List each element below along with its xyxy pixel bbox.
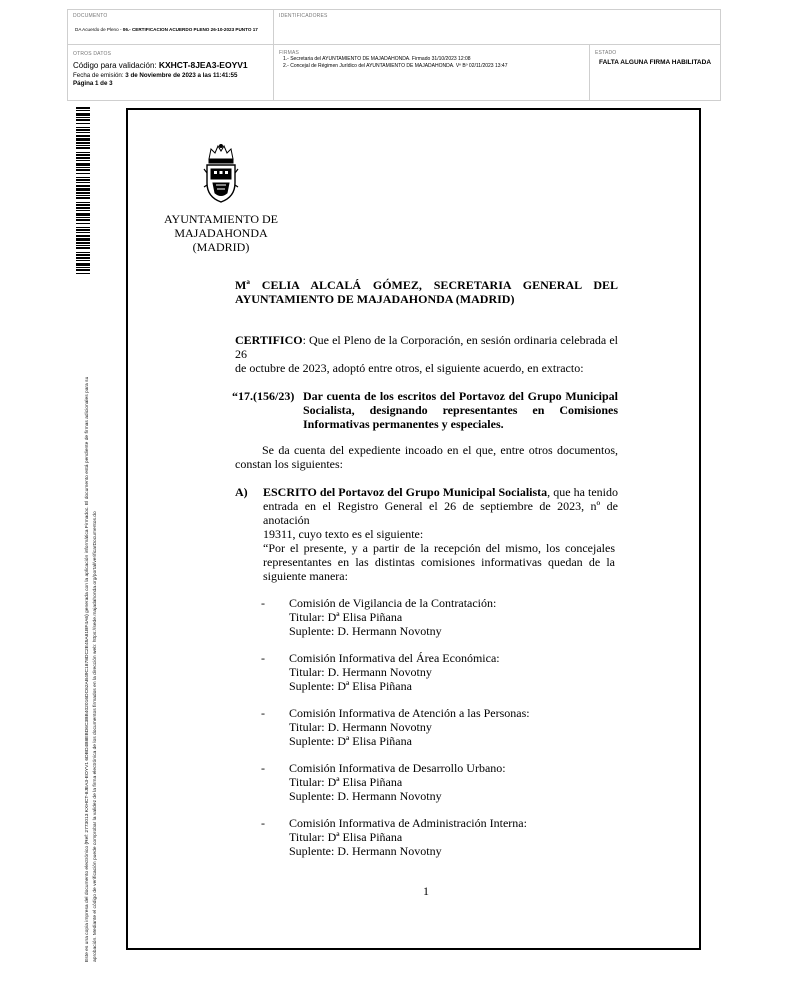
commission-titular: Titular: Dª Elisa Piñana	[289, 775, 403, 789]
organization-name	[160, 212, 282, 254]
commission-suplente: Suplente: D. Hermann Novotny	[289, 624, 442, 638]
agenda-item-number: “17.(156/23)	[232, 389, 295, 403]
org-line: MAJADAHONDA	[174, 226, 268, 240]
page-number: 1	[423, 884, 429, 898]
commission-titular: Titular: Dª Elisa Piñana	[289, 830, 403, 844]
commission-titular: Titular: D. Hermann Novotny	[289, 665, 432, 679]
emission-date-line: Fecha de emisión: 3 de Noviembre de 2023 a las 11:41:55	[73, 72, 238, 79]
estado-label: ESTADO	[595, 50, 617, 56]
agenda-item-title	[303, 389, 618, 431]
otros-datos-cell	[68, 45, 274, 100]
quote-line: siguiente manera:	[263, 569, 348, 583]
agenda-item-line: Informativas permanentes y especiales.	[303, 417, 504, 431]
org-line: AYUNTAMIENTO DE	[163, 212, 279, 226]
list-dash: -	[261, 651, 265, 665]
commission-suplente: Suplente: D. Hermann Novotny	[289, 844, 442, 858]
quote-line: representantes en las distintas comisiones informativas quedan de la	[263, 555, 615, 569]
list-dash: -	[261, 761, 265, 775]
page-indicator: Página 1 de 3	[73, 80, 113, 87]
dar-cuenta-line: Se da cuenta del expediente incoado en el que, entre otros documentos,	[262, 443, 618, 457]
estado-cell	[590, 45, 720, 100]
side-text-line: Este es una copia impresa del documento electrónico (Ref: 2773013 KXHCT-8JEA3-EOYV1 6DBD4B8EBD6C3BB402016DC62AB49C1878DC2E45A81BF4A6) generada con la aplicación informática Firmadoc. El documento está pendiente de firmas adicionales para su	[85, 376, 90, 962]
barcode	[76, 107, 90, 277]
firmas-label: FIRMAS	[279, 50, 300, 56]
heading-line: Mª CELIA ALCALÁ GÓMEZ, SECRETARIA GENERAL DEL	[235, 278, 618, 292]
escrito-label: ESCRITO del Portavoz del Grupo Municipal Socialista	[263, 485, 548, 499]
commission-item	[289, 651, 619, 693]
commission-item	[289, 816, 619, 858]
dar-cuenta-paragraph	[235, 443, 618, 471]
commission-name: Comisión Informativa de Administración Interna:	[289, 816, 527, 830]
coat-of-arms-icon	[203, 143, 239, 205]
commission-suplente: Suplente: D. Hermann Novotny	[289, 789, 442, 803]
escrito-line: 19311, cuyo texto es el siguiente:	[263, 527, 424, 541]
escrito-line: entrada en el Registro General el 26 de septiembre de 2023, nº de anotación	[263, 499, 618, 527]
estado-value: FALTA ALGUNA FIRMA HABILITADA	[598, 59, 712, 66]
documento-title: DA Acuerdo de Pleno - 06.- CERTIFICACION ACUERDO PLENO 26-10-2023 PUNTO 17	[75, 27, 258, 32]
emission-date: 3 de Noviembre de 2023 a las 11:41:55	[125, 72, 238, 79]
heading-line: AYUNTAMIENTO DE MAJADAHONDA (MADRID)	[235, 292, 515, 306]
certifico-label: CERTIFICO	[235, 333, 303, 347]
firma-item: 1.- Secretaria del AYUNTAMIENTO DE MAJADAHONDA. Firmado 31/10/2023 12:08	[283, 56, 471, 62]
firma-item: 2.- Concejal de Régimen Jurídico del AYUNTAMIENTO DE MAJADAHONDA. Vº Bº 02/11/2023 13:47	[283, 63, 508, 69]
quoted-text	[263, 541, 615, 583]
agenda-item-line: Dar cuenta de los escritos del Portavoz del Grupo Municipal	[303, 389, 618, 403]
verification-side-text	[84, 272, 99, 962]
commission-item	[289, 596, 619, 638]
document-header	[67, 9, 721, 101]
commission-titular: Titular: D. Hermann Novotny	[289, 720, 432, 734]
commission-name: Comisión Informativa de Atención a las Personas:	[289, 706, 530, 720]
secretary-heading	[235, 278, 618, 306]
list-dash: -	[261, 706, 265, 720]
commission-name: Comisión Informativa del Área Económica:	[289, 651, 500, 665]
validation-code-line: Código para validación: KXHCT-8JEA3-EOYV1	[73, 60, 248, 70]
org-line: (MADRID)	[192, 240, 250, 254]
side-text-line: aprobación. Mediante el código de verificación puede comprobar la validez de la firma electrónica de los documentos firmados en la dirección web: https://sede.majadahonda.org/portal/verificarDocumentos.do	[92, 511, 98, 962]
firmas-cell	[274, 45, 590, 100]
commission-suplente: Suplente: Dª Elisa Piñana	[289, 679, 412, 693]
list-dash: -	[261, 596, 265, 610]
otros-datos-label: OTROS DATOS	[73, 51, 112, 57]
commission-suplente: Suplente: Dª Elisa Piñana	[289, 734, 412, 748]
quote-line: “Por el presente, y a partir de la recepción del mismo, los concejales	[263, 541, 615, 555]
commission-name: Comisión Informativa de Desarrollo Urbano:	[289, 761, 506, 775]
identificadores-label: IDENTIFICADORES	[279, 13, 328, 19]
section-letter-a: A)	[235, 485, 248, 499]
certifico-paragraph: CERTIFICO: Que el Pleno de la Corporación, en sesión ordinaria celebrada el 26 de octubre de 2023, adoptó entre otros, el siguiente acuerdo, en extracto:	[235, 333, 618, 375]
documento-title-bold: 06.- CERTIFICACION ACUERDO PLENO 26-10-2023 PUNTO 17	[122, 27, 258, 32]
documento-cell	[68, 10, 274, 45]
identificadores-cell	[274, 10, 720, 45]
commission-titular: Titular: Dª Elisa Piñana	[289, 610, 403, 624]
agenda-item-line: Socialista, designando representantes en Comisiones	[303, 403, 618, 417]
dar-cuenta-line: constan los siguientes:	[235, 457, 343, 471]
commission-item	[289, 761, 619, 803]
commission-item	[289, 706, 619, 748]
list-dash: -	[261, 816, 265, 830]
certifico-line: de octubre de 2023, adoptó entre otros, el siguiente acuerdo, en extracto:	[235, 361, 584, 375]
commission-name: Comisión de Vigilancia de la Contratación:	[289, 596, 497, 610]
escrito-paragraph: ESCRITO del Portavoz del Grupo Municipal Socialista, que ha tenido entrada en el Registro General el 26 de septiembre de 2023, nº de anotación 19311, cuyo texto es el siguiente:	[263, 485, 618, 541]
validation-code: KXHCT-8JEA3-EOYV1	[158, 60, 248, 70]
documento-label: DOCUMENTO	[73, 13, 108, 19]
